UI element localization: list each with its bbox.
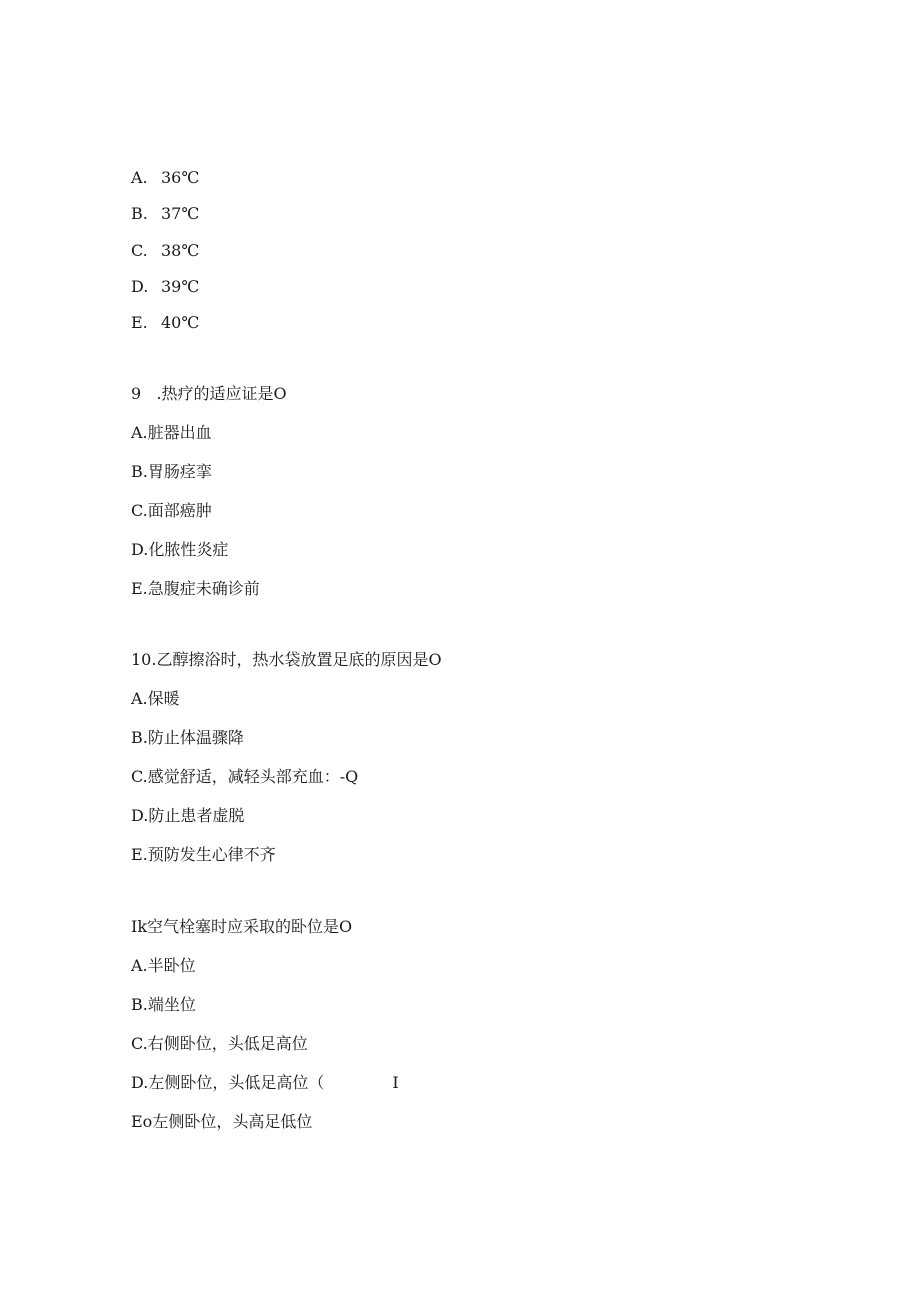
q9-option-a: A.脏器出血 bbox=[131, 423, 212, 442]
option-letter: B. bbox=[131, 204, 148, 223]
option-a bbox=[131, 168, 199, 188]
q9-option-e: E.急腹症未确诊前 bbox=[131, 579, 260, 598]
option-text: 37℃ bbox=[161, 204, 200, 223]
q9-option-c: C.面部癌肿 bbox=[131, 501, 212, 520]
q10-option-d: D.防止患者虚脱 bbox=[131, 806, 245, 825]
question-11-stem: Ik空气栓塞时应采取的卧位是O bbox=[131, 917, 353, 936]
q9-option-d: D.化脓性炎症 bbox=[131, 540, 229, 559]
answer-blank-close: I bbox=[392, 1073, 399, 1092]
option-text: 38℃ bbox=[161, 241, 200, 260]
option-c bbox=[131, 241, 199, 261]
q10-option-c: C.感觉舒适，减轻头部充血：-Q bbox=[131, 767, 359, 786]
question-9-stem: 9 .热疗的适应证是O bbox=[131, 384, 287, 403]
option-e bbox=[131, 313, 199, 333]
q11-option-b: B.端坐位 bbox=[131, 995, 196, 1014]
question-10-stem: 10.乙醇擦浴时，热水袋放置足底的原因是O bbox=[131, 650, 442, 669]
option-b bbox=[131, 204, 199, 224]
option-text: 39℃ bbox=[161, 277, 200, 296]
q10-option-a: A.保暖 bbox=[131, 689, 180, 708]
q9-option-b: B.胃肠痉挛 bbox=[131, 462, 212, 481]
q11-option-c: C.右侧卧位，头低足高位 bbox=[131, 1034, 308, 1053]
option-text: 40℃ bbox=[161, 313, 200, 332]
option-letter: D. bbox=[131, 277, 149, 296]
q11-option-d-text: D.左侧卧位，头低足高位（ bbox=[131, 1073, 325, 1092]
q11-option-e: Eo左侧卧位，头高足低位 bbox=[131, 1112, 313, 1131]
q11-option-a: A.半卧位 bbox=[131, 956, 196, 975]
option-letter: E. bbox=[131, 313, 148, 332]
option-d bbox=[131, 277, 199, 297]
q10-option-b: B.防止体温骤降 bbox=[131, 728, 244, 747]
q10-option-e: E.预防发生心律不齐 bbox=[131, 845, 276, 864]
option-letter: A. bbox=[131, 168, 148, 187]
option-text: 36℃ bbox=[161, 168, 200, 187]
option-letter: C. bbox=[131, 241, 148, 260]
q11-option-d bbox=[131, 1073, 399, 1093]
